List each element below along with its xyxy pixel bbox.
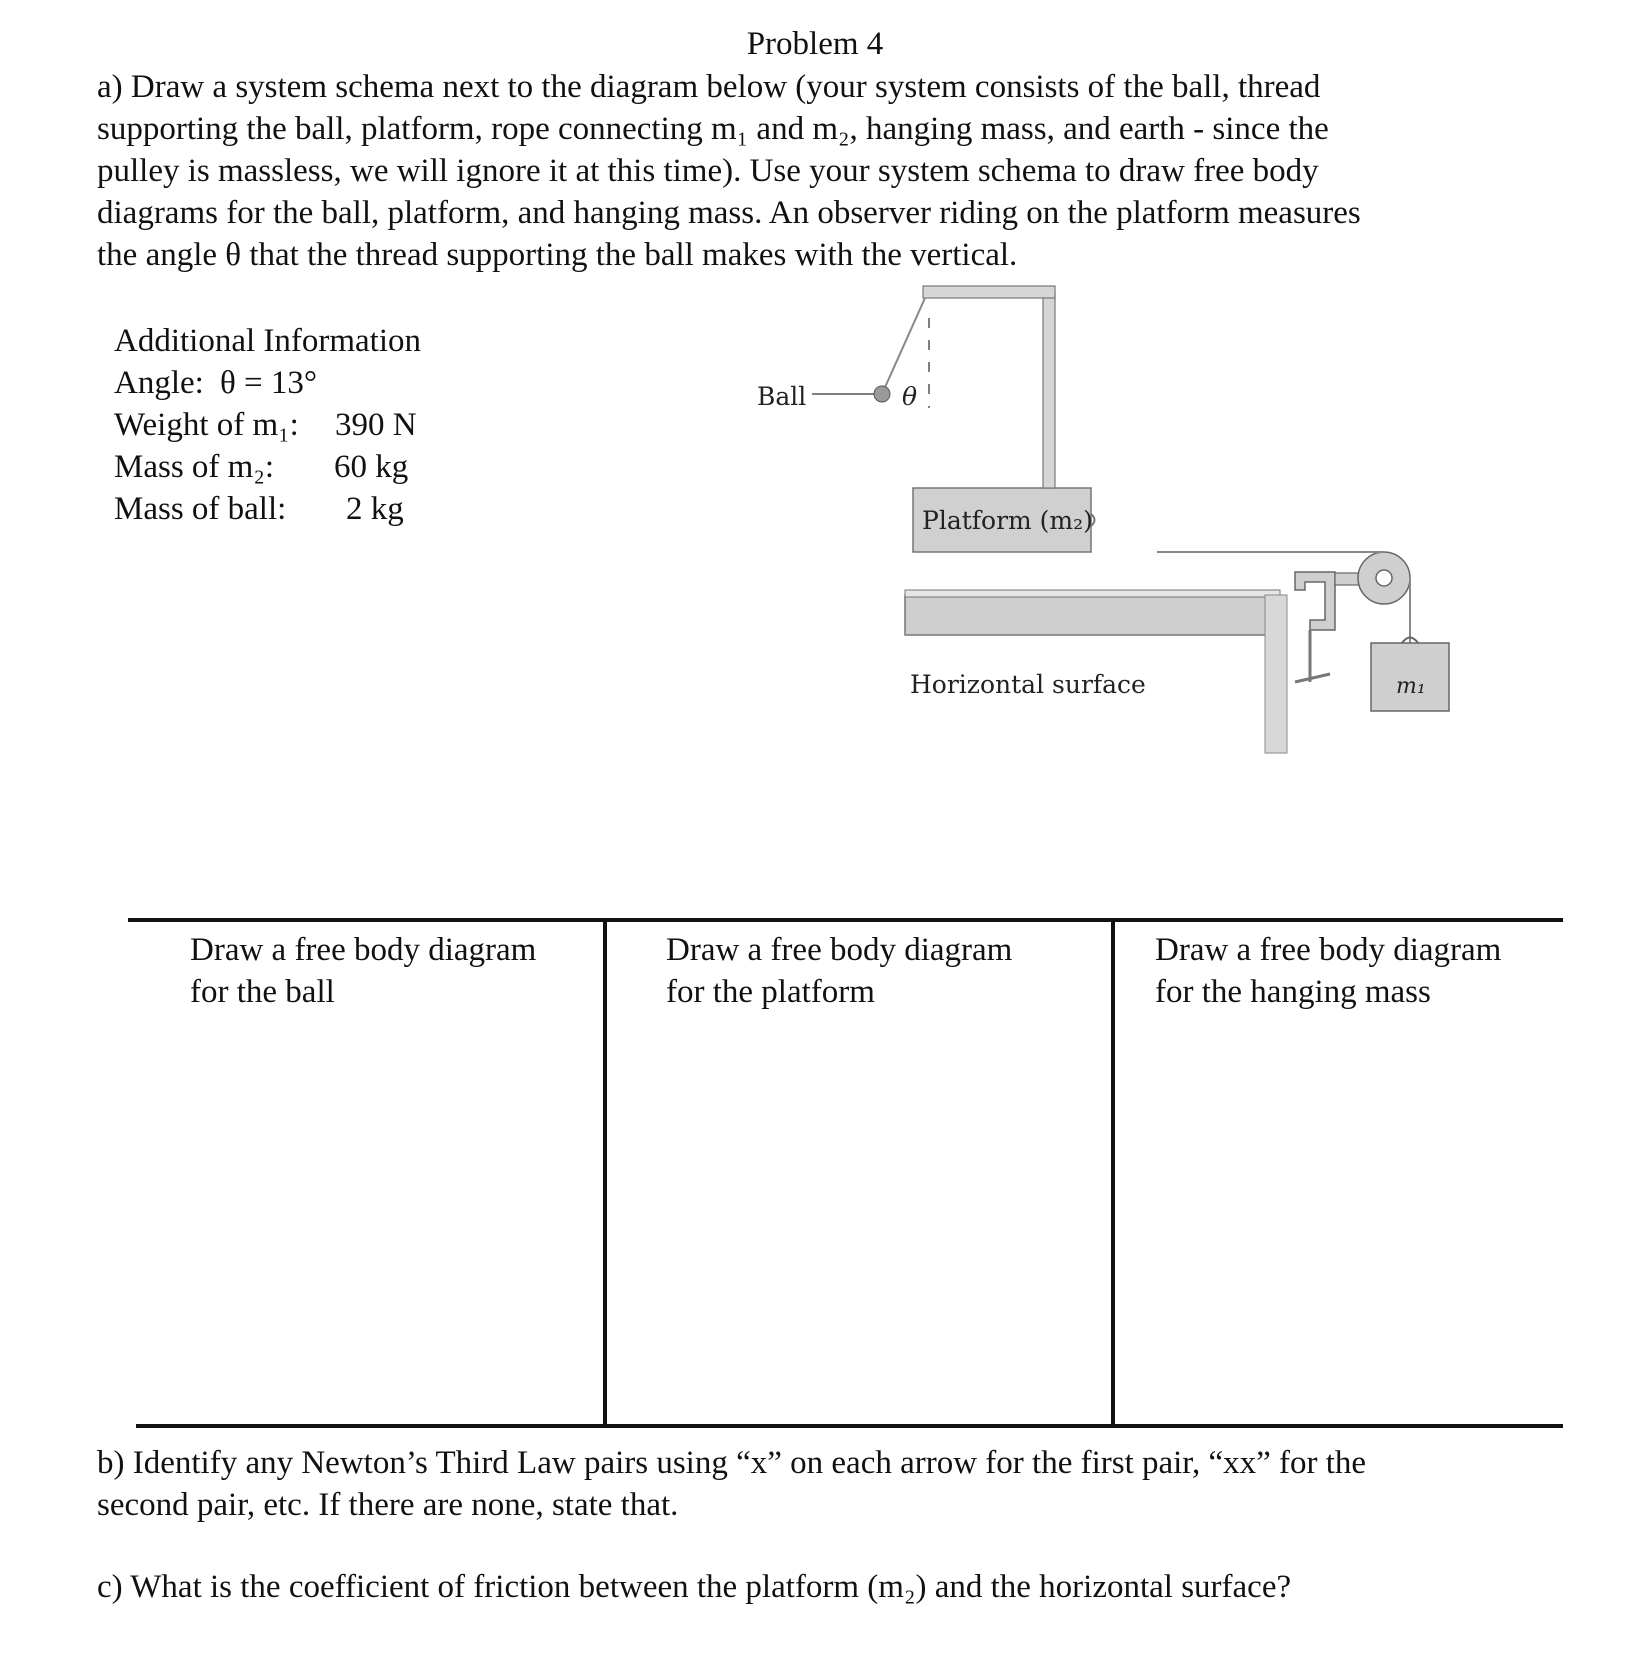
table-top <box>905 595 1280 635</box>
fbd-divider <box>1111 918 1115 1426</box>
table-leg <box>1265 595 1287 753</box>
fbd-table-bottom-border <box>136 1424 1563 1428</box>
fbd-prompt-line: for the platform <box>666 974 875 1010</box>
clamp <box>1295 572 1335 630</box>
info-label: Weight of m₁: <box>114 407 299 443</box>
additional-information <box>114 320 421 530</box>
part-a-line: supporting the ball, platform, rope connecting m₁ and m₂, hanging mass, and earth - since the <box>97 111 1329 147</box>
fbd-prompt-line: Draw a free body diagram <box>666 932 1013 968</box>
stand-post <box>1043 292 1055 488</box>
fbd-box-hanging-mass[interactable] <box>1155 929 1575 1013</box>
surface-label: Horizontal surface <box>910 670 1146 699</box>
fbd-prompt-line: Draw a free body diagram <box>190 932 537 968</box>
table-edge <box>905 590 1280 597</box>
part-c-text: c) What is the coefficient of friction between the platform (m₂) and the horizontal surface? <box>97 1569 1292 1605</box>
ball <box>874 386 890 402</box>
thread <box>882 298 925 394</box>
fbd-prompt-line: Draw a free body diagram <box>1155 932 1502 968</box>
info-value: 390 N <box>335 407 417 443</box>
stand-arm <box>923 286 1055 298</box>
fbd-prompt-line: for the ball <box>190 974 335 1010</box>
part-a-line: the angle θ that the thread supporting the ball makes with the vertical. <box>97 237 1018 273</box>
part-b-text <box>97 1442 1537 1526</box>
part-a-line: diagrams for the ball, platform, and hanging mass. An observer riding on the platform measures <box>97 195 1361 231</box>
info-value: 2 kg <box>346 491 404 527</box>
fbd-prompt-line: for the hanging mass <box>1155 974 1431 1010</box>
platform-pulley-diagram <box>757 290 1490 750</box>
part-a-text <box>97 66 1537 276</box>
fbd-box-ball[interactable] <box>190 929 610 1013</box>
info-label: Angle: <box>114 365 204 401</box>
info-value: 60 kg <box>334 449 409 485</box>
part-b-line: b) Identify any Newton’s Third Law pairs using “x” on each arrow for the first pair, “xx” for the <box>97 1445 1367 1481</box>
part-a-line: a) Draw a system schema next to the diagram below (your system consists of the ball, thread <box>97 69 1321 105</box>
clamp-handle <box>1295 674 1330 682</box>
ball-label: Ball <box>757 382 807 411</box>
theta-label: θ <box>902 382 918 411</box>
part-b-line: second pair, etc. If there are none, state that. <box>97 1487 679 1523</box>
platform-label: Platform (m₂) <box>922 506 1093 535</box>
info-heading: Additional Information <box>114 323 422 359</box>
problem-title: Problem 4 <box>746 26 884 62</box>
info-label: Mass of ball: <box>114 491 287 527</box>
info-row-weight-m1 <box>114 404 421 446</box>
info-row-mass-ball <box>114 488 421 530</box>
hanging-mass-label: m₁ <box>1396 674 1426 699</box>
info-value: θ = 13° <box>220 365 318 401</box>
info-row-angle <box>114 362 421 404</box>
part-a-line: pulley is massless, we will ignore it at this time). Use your system schema to draw free body <box>97 153 1319 189</box>
fbd-table-top-border <box>128 918 1563 922</box>
info-label: Mass of m₂: <box>114 449 275 485</box>
info-row-mass-m2 <box>114 446 421 488</box>
fbd-box-platform[interactable] <box>666 929 1086 1013</box>
pulley-axle <box>1376 570 1392 586</box>
